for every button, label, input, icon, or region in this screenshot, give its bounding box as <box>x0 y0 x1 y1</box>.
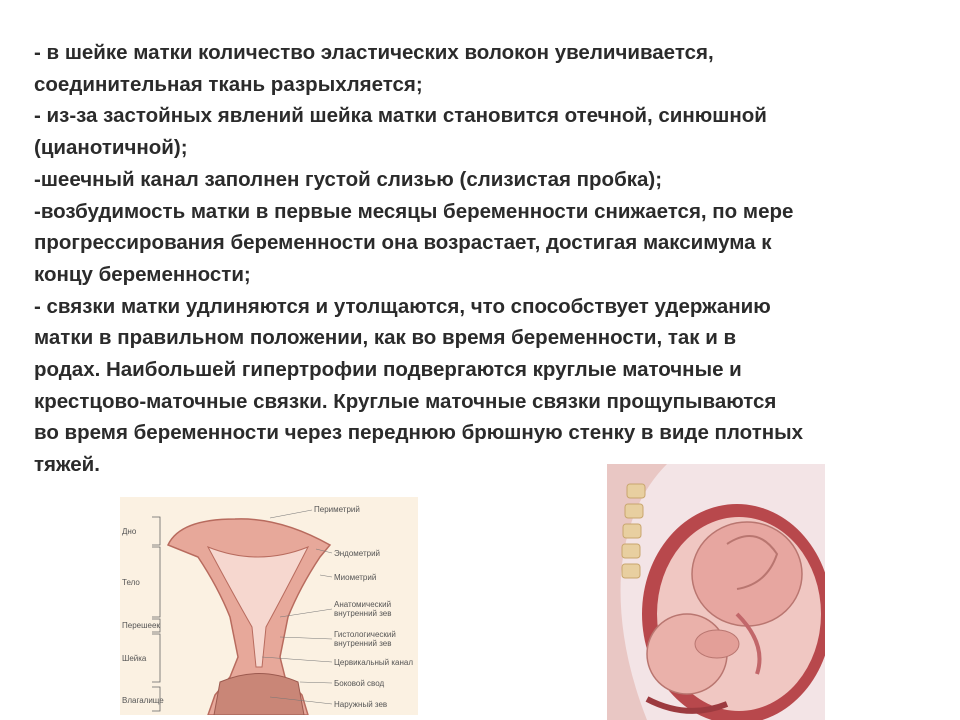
paragraph-ligaments: - связки матки удлиняются и утолщаются, что способствует удержанию матки в правильном положении, как во время беременности, так и в родах. Наибольшей гипертрофии подвергаются круглые маточные и крестцово-маточные связки. Круглые маточные связки прощупываются во время беременности через переднюю брюшную стенку в виде плотных тяжей. <box>34 294 804 477</box>
paragraph-cervix-fibers: - в шейке матки количество эластических волокон увеличивается, соединительная ткань разрыхляется; <box>34 41 714 96</box>
paragraph-excitability: -возбудимость матки в первые месяцы беременности снижается, по мере прогрессирования беременности она возрастает, достигая максимума к концу беременности; <box>34 199 794 286</box>
label-endometrium: Эндометрий <box>334 549 381 558</box>
label-vagina: Влагалище <box>122 696 164 705</box>
paragraph-cervix-edema: - из-за застойных явлений шейка матки становится отечной, синюшной (цианотичной); <box>34 104 767 160</box>
label-histologic-os-line1: Гистологический <box>334 630 396 639</box>
label-histologic-os-line2: внутренний зев <box>334 639 392 648</box>
vaginal-fornix <box>214 674 304 716</box>
label-myometrium: Миометрий <box>334 573 377 582</box>
label-anatomic-os-line1: Анатомический <box>334 600 392 609</box>
uterus-anatomy-diagram <box>120 497 418 715</box>
fetus-in-uterus-image <box>607 464 825 720</box>
paragraph-mucus-plug: -шеечный канал заполнен густой слизью (слизистая пробка); <box>34 167 663 191</box>
slide-text <box>34 37 934 481</box>
label-anatomic-os-line2: внутренний зев <box>334 609 392 618</box>
label-fundus: Дно <box>122 527 137 536</box>
fetus-arm <box>695 630 739 658</box>
label-perimetrium: Периметрий <box>314 505 360 514</box>
label-external-os: Наружный зев <box>334 700 388 709</box>
label-lateral-fornix: Боковой свод <box>334 679 385 688</box>
fetus-body <box>692 522 802 626</box>
pregnancy-illustration <box>607 464 825 720</box>
label-cervix: Шейка <box>122 654 147 663</box>
uterus-illustration <box>120 497 418 715</box>
label-isthmus: Перешеек <box>122 621 160 630</box>
label-anatomic-os <box>334 600 393 618</box>
label-cervical-canal: Цервикальный канал <box>334 658 414 667</box>
label-body: Тело <box>122 578 140 587</box>
label-histologic-os <box>334 630 398 648</box>
left-brackets <box>152 517 160 711</box>
